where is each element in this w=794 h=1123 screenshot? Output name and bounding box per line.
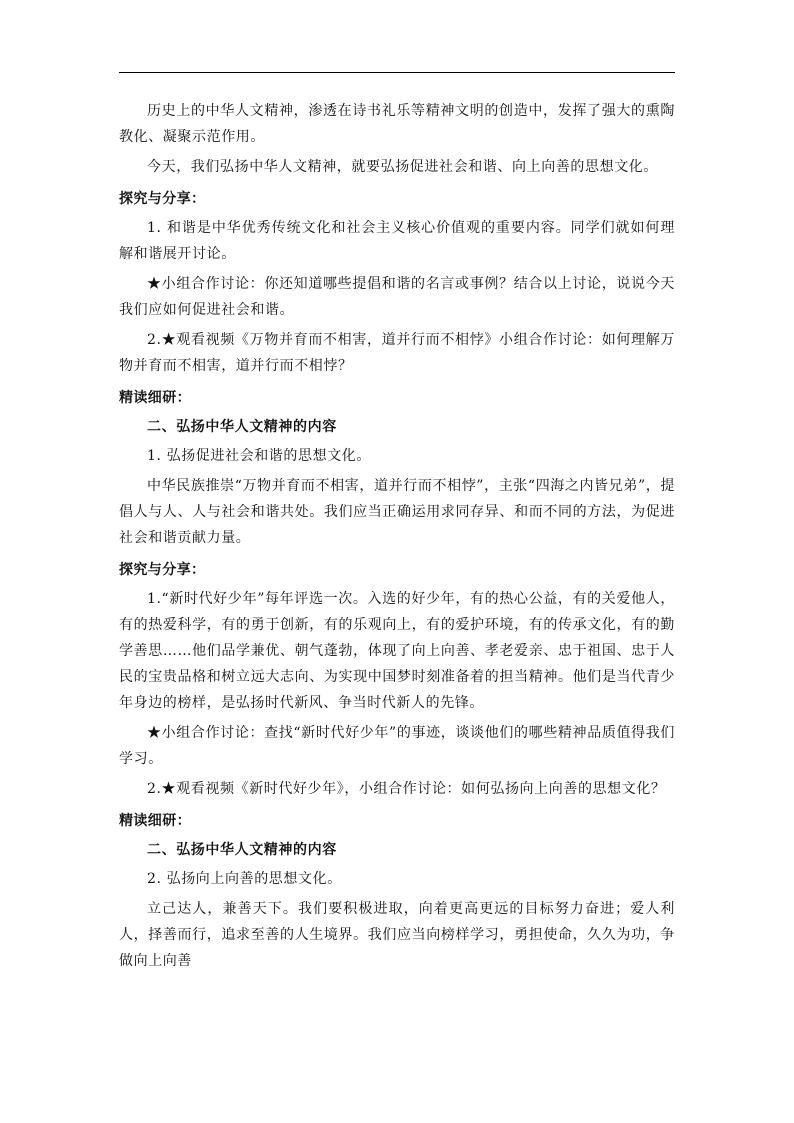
- paragraph: 中华民族推崇“万物并育而不相害，道并行而不相悖”，主张“四海之内皆兄弟”，提倡人与人、人与社会和谐共处。我们应当正确运用求同存异、和而不同的方法，为促进社会和谐贡献力量。: [119, 478, 675, 546]
- section-heading-read: 精读细研：: [119, 813, 191, 829]
- subsection-title: 二、弘扬中华人文精神的内容: [147, 842, 337, 858]
- paragraph: ★小组合作讨论：查找“新时代好少年”的事迹，谈谈他们的哪些精神品质值得我们学习。: [119, 725, 675, 767]
- paragraph: 历史上的中华人文精神，渗透在诗书礼乐等精神文明的创造中，发挥了强大的熏陶教化、凝聚示范作用。: [119, 103, 675, 145]
- paragraph: 今天，我们弘扬中华人文精神，就要弘扬促进社会和谐、向上向善的思想文化。: [147, 159, 658, 175]
- paragraph: 1.“新时代好少年”每年评选一次。入选的好少年，有的热心公益，有的关爱他人，有的热爱科学，有的勇于创新，有的乐观向上，有的爱护环境，有的传承文化，有的勤学善思……他们品学兼优、朝气蓬勃，体现了向上向善、孝老爱亲、忠于祖国、忠于人民的宝贵品格和树立远大志向、为实现中国梦时刻准备着的担当精神。他们是当代青少年身边的榜样，是弘扬时代新风、争当时代新人的先锋。: [119, 591, 675, 711]
- header-rule: [119, 72, 675, 73]
- paragraph: 1. 和谐是中华优秀传统文化和社会主义核心价值观的重要内容。同学们就如何理解和谐展开讨论。: [119, 220, 675, 262]
- document-body: [119, 98, 675, 974]
- paragraph: 1. 弘扬促进社会和谐的思想文化。: [147, 448, 372, 464]
- section-heading-explore: 探究与分享：: [119, 191, 206, 207]
- paragraph: 2.★观看视频《新时代好少年》，小组合作讨论：如何弘扬向上向善的思想文化？: [147, 781, 666, 797]
- paragraph: 2. 弘扬向上向善的思想文化。: [147, 871, 342, 887]
- paragraph: 2.★观看视频《万物并育而不相害，道并行而不相悖》小组合作讨论：如何理解万物并育而不相害，道并行而不相悖？: [119, 332, 675, 374]
- section-heading-read: 精读细研：: [119, 390, 191, 406]
- paragraph: ★小组合作讨论：你还知道哪些提倡和谐的名言或事例？结合以上讨论，说说今天我们应如何促进社会和谐。: [119, 276, 675, 318]
- subsection-title: 二、弘扬中华人文精神的内容: [147, 419, 337, 435]
- section-heading-explore: 探究与分享：: [119, 562, 206, 578]
- paragraph: 立己达人，兼善天下。我们要积极进取，向着更高更远的目标努力奋进；爱人利人，择善而行，追求至善的人生境界。我们应当向榜样学习，勇担使命，久久为功，争做向上向善: [119, 901, 675, 969]
